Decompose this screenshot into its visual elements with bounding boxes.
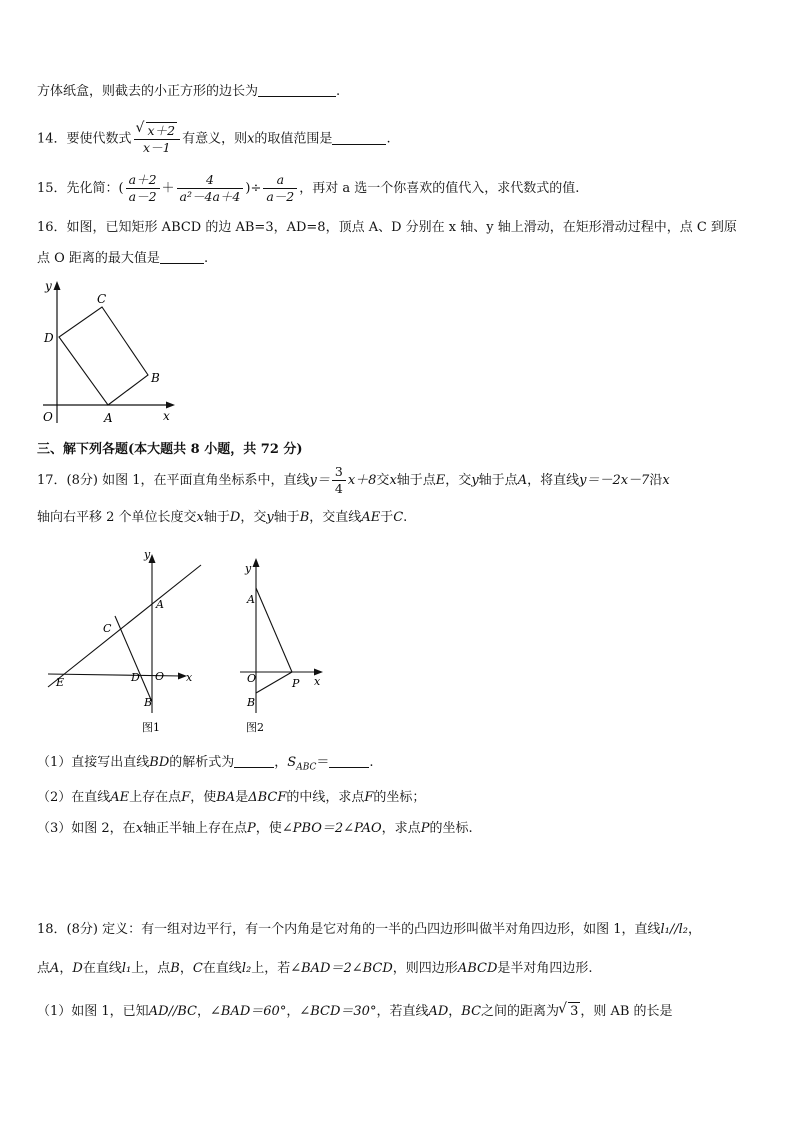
label-d: D [131,671,140,684]
line-bd [115,616,152,702]
label-x: x [163,409,170,423]
question-17-line1: 17．(8分) 如图 1，在平面直角坐标系中，直线y＝ $\frac{3}{4}$ x＋8交x轴于点E，交y轴于点A，将直线y＝－2x－7沿x [37,464,670,496]
q17-fraction: $\frac{3}{4}$ [332,464,346,497]
label-o: O [43,410,53,424]
figure-q16 [35,278,185,428]
question-18-part1: （1）如图 1，已知AD//BC，∠BAD＝60°，∠BCD＝30°，若直线AD，BC之间的距离为√ 3 ，则 AB 的长是 [37,1002,673,1021]
label-o: O [155,670,165,683]
question-13-tail: 方体纸盒，则截去的小正方形的边长为 . [37,84,341,99]
question-17-part2: （2）在直线AE上存在点F，使BA是ΔBCF的中线，求点F的坐标； [37,790,426,805]
line-ae [48,565,201,687]
figure-2 [236,548,336,738]
label-e: E [56,676,65,689]
figure-1 [40,548,215,738]
caption-fig1: 图1 [142,721,160,734]
answer-blank[interactable] [332,130,386,145]
segment-pb [256,672,292,693]
question-15: 15．先化简：( $\frac{a+2}{a-2}$ ＋ $\frac{4}{\text{a²－4a＋4}}$ )÷ $\frac{a}{a-2}$ ，再对 a 选一个你喜欢的值代入，求代数式的值. [37,172,580,204]
question-14: 14．要使代数式 √ $\frac{x+2}{x-1}$ 有意义，则x的取值范围是 . [37,122,391,157]
sqrt-3: √ 3 [568,1002,580,1021]
answer-blank[interactable] [160,249,204,264]
rectangle-abcd [59,307,148,405]
label-b: B [144,696,153,709]
label-x: x [186,671,193,684]
label-b: B [151,371,160,385]
label-p: P [292,677,300,690]
q15-fraction-1: $\frac{a+2}{a-2}$ [126,172,160,205]
section-3-heading: 三、解下列各题(本大题共 8 小题，共 72 分) [37,442,303,457]
answer-blank[interactable] [234,753,274,768]
q15-fraction-2: $\frac{4}{\text{a²－4a＋4}}$ [177,172,244,205]
question-17-part1: （1）直接写出直线BD的解析式为 ，$S_{ABC}=$ . [37,755,374,773]
label-y: y [144,548,151,561]
q14-fraction: √ $\frac{x+2}{x-1}$ [134,122,181,156]
question-17-line2: 轴向右平移 2 个单位长度交x轴于D，交y轴于B，交直线AE于C. [37,510,408,525]
caption-fig2: 图2 [246,721,264,734]
segment-ap [256,588,292,672]
question-18-line1: 18．(8分) 定义：有一组对边平行，有一个内角是它对角的一半的凸四边形叫做半对角四边形，如图 1，直线l₁//l₂， [37,922,702,937]
answer-blank[interactable] [258,82,336,97]
label-d: D [44,331,54,345]
label-y: y [45,279,52,293]
label-c: C [97,292,107,306]
label-b: B [247,696,256,709]
label-a: A [104,411,113,425]
answer-blank[interactable] [329,753,369,768]
label-a: A [156,598,164,611]
question-18-line2: 点A，D在直线l₁上，点B，C在直线l₂上，若∠BAD＝2∠BCD，则四边形ABCD是半对角四边形. [37,961,593,976]
q14-prefix: 14．要使代数式 [37,131,132,147]
label-c: C [103,622,112,635]
label-x: x [314,675,321,688]
question-17-part3: （3）如图 2，在x轴正半轴上存在点P，使∠PBO＝2∠PAO，求点P的坐标. [37,821,473,836]
label-a: A [247,593,255,606]
q15-fraction-3: $\frac{a}{a-2}$ [263,172,297,205]
question-16-line1: 16．如图，已知矩形 ABCD 的边 AB=3，AD=8，顶点 A、D 分别在 x 轴、y 轴上滑动，在矩形滑动过程中，点 C 到原 [37,220,737,235]
q13-text: 方体纸盒，则截去的小正方形的边长为 [37,84,259,99]
label-o: O [247,672,257,685]
question-16-line2: 点 O 距离的最大值是 . [37,251,209,266]
x-axis-arrow [166,402,175,409]
y-axis-arrow [54,281,61,290]
label-y: y [245,562,252,575]
y-axis-arrow [253,558,260,567]
